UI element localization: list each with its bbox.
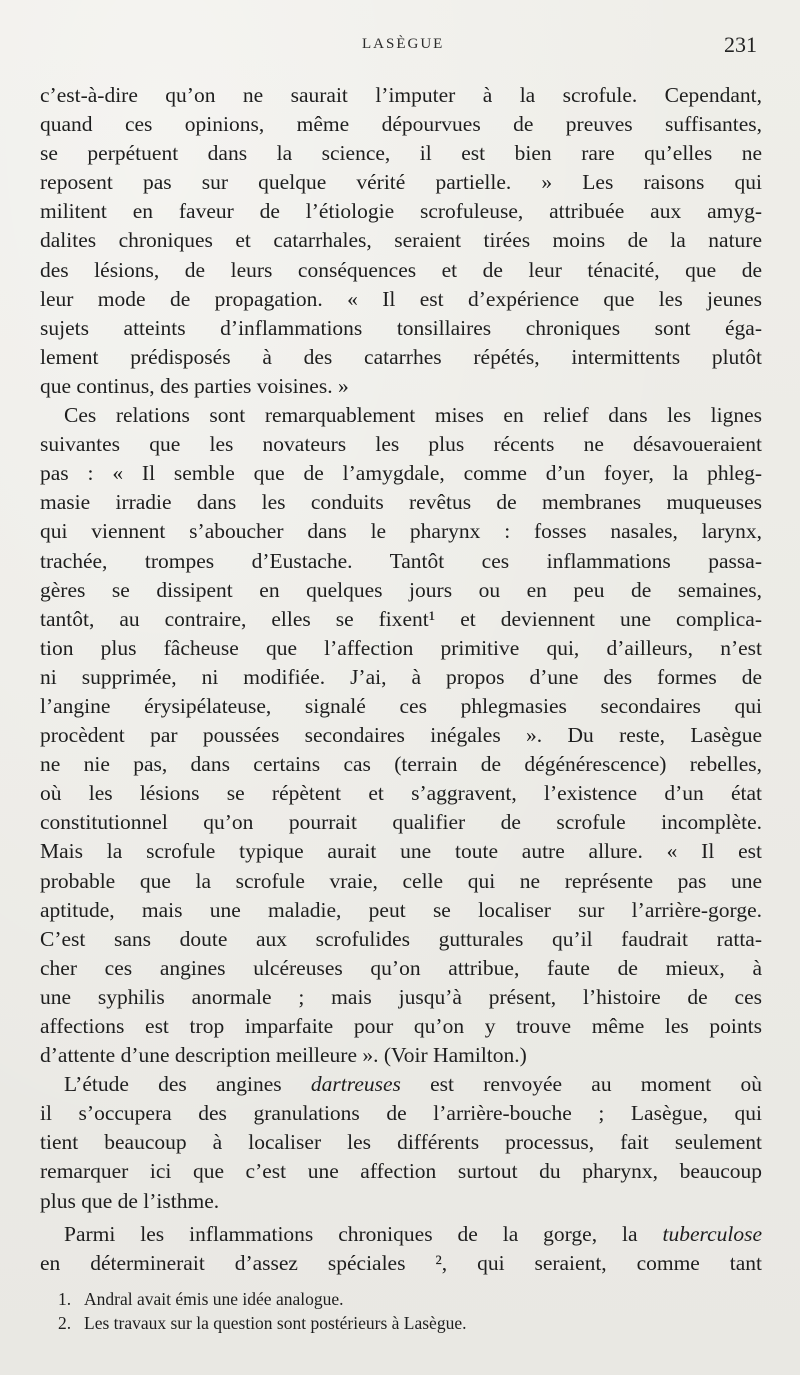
- text-line: cher ces angines ulcéreuses qu’on attribue, faute de mieux, à: [40, 955, 762, 980]
- text-line: gères se dissipent en quelques jours ou en peu de semaines,: [40, 577, 762, 602]
- emphasis: dartreuses: [310, 1072, 401, 1097]
- body-text: [40, 81, 762, 1278]
- text-run: Parmi les inflammations chroniques de la gorge, la: [64, 1221, 663, 1246]
- emphasis: tuberculose: [662, 1221, 762, 1246]
- text-line: [40, 1220, 762, 1249]
- footnote-text: Les travaux sur la question sont postérieurs à Lasègue.: [84, 1313, 467, 1333]
- text-line: masie irradie dans les conduits revêtus de membranes muqueuses: [40, 490, 762, 515]
- text-run: est renvoyée au moment où: [400, 1072, 762, 1097]
- text-line: l’angine érysipélateuse, signalé ces phlegmasies secondaires qui: [40, 693, 762, 718]
- text-line: ni supprimée, ni modifiée. J’ai, à propos d’une des formes de: [40, 664, 762, 689]
- text-line: lement prédisposés à des catarrhes répétés, intermittents plutôt: [40, 344, 762, 369]
- footnote-text: Andral avait émis une idée analogue.: [84, 1289, 344, 1309]
- text-line: des lésions, de leurs conséquences et de leur ténacité, que de: [40, 257, 762, 282]
- text-line: C’est sans doute aux scrofulides gutturales qu’il faudrait ratta-: [40, 926, 762, 951]
- footnote: [58, 1311, 758, 1335]
- text-line: c’est-à-dire qu’on ne saurait l’imputer à la scrofule. Cependant,: [40, 83, 762, 107]
- text-line: où les lésions se répètent et s’aggravent, l’existence d’un état: [40, 781, 762, 806]
- text-line: qui viennent s’aboucher dans le pharynx : fosses nasales, larynx,: [40, 519, 762, 544]
- text-line: tantôt, au contraire, elles se fixent¹ et deviennent une complica-: [40, 606, 762, 631]
- text-line: tient beaucoup à localiser les différents processus, fait seulement: [40, 1130, 762, 1155]
- running-header: [0, 32, 800, 57]
- text-line: affections est trop imparfaite pour qu’on y trouve même les points: [40, 1014, 762, 1038]
- running-title: LASÈGUE: [362, 36, 445, 52]
- text-line: constitutionnel qu’on pourrait qualifier de scrofule incomplète.: [40, 810, 762, 835]
- text-line: trachée, trompes d’Eustache. Tantôt ces inflammations passa-: [40, 548, 762, 573]
- text-line: d’attente d’une description meilleure ». (Voir Hamilton.): [40, 1043, 527, 1068]
- text-line: se perpétuent dans la science, il est bien rare qu’elles ne: [40, 141, 762, 166]
- text-line: que continus, des parties voisines. »: [40, 373, 349, 398]
- text-line: reposent pas sur quelque vérité partielle. » Les raisons qui: [40, 170, 762, 195]
- text-line: [40, 1070, 762, 1099]
- text-line: remarquer ici que c’est une affection surtout du pharynx, beaucoup: [40, 1159, 762, 1184]
- text-line: ne nie pas, dans certains cas (terrain de dégénérescence) rebelles,: [40, 752, 762, 777]
- text-line: il s’occupera des granulations de l’arrière-bouche ; Lasègue, qui: [40, 1101, 762, 1126]
- text-line: dalites chroniques et catarrhales, seraient tirées moins de la nature: [40, 228, 762, 253]
- page-number: 231: [724, 32, 757, 57]
- footnotes: [58, 1287, 758, 1335]
- text-line: tion plus fâcheuse que l’affection primitive qui, d’ailleurs, n’est: [40, 635, 762, 660]
- footnote-number: 1.: [58, 1289, 72, 1309]
- text-line: Mais la scrofule typique aurait une toute autre allure. « Il est: [40, 839, 762, 864]
- text-line: sujets atteints d’inflammations tonsillaires chroniques sont éga-: [40, 315, 762, 340]
- text-line: aptitude, mais une maladie, peut se localiser sur l’arrière-gorge.: [40, 897, 762, 922]
- text-line: militent en faveur de l’étiologie scrofuleuse, attribuée aux amyg-: [40, 199, 762, 224]
- footnote: [58, 1287, 758, 1311]
- text-line: procèdent par poussées secondaires inégales ». Du reste, Lasègue: [40, 723, 762, 748]
- text-line: Ces relations sont remarquablement mises en relief dans les lignes: [64, 403, 762, 428]
- text-line: suivantes que les novateurs les plus récents ne désavoueraient: [40, 432, 762, 457]
- text-line: pas : « Il semble que de l’amygdale, comme d’un foyer, la phleg-: [40, 461, 762, 486]
- text-line: une syphilis anormale ; mais jusqu’à présent, l’histoire de ces: [40, 984, 762, 1009]
- text-line: quand ces opinions, même dépourvues de preuves suffisantes,: [40, 112, 762, 137]
- text-line: plus que de l’isthme.: [40, 1188, 220, 1213]
- footnote-number: 2.: [58, 1313, 72, 1333]
- text-run: L’étude des angines: [64, 1072, 311, 1097]
- text-line: probable que la scrofule vraie, celle qui ne représente pas une: [40, 868, 762, 893]
- text-line: en déterminerait d’assez spéciales ², qui seraient, comme tant: [40, 1250, 762, 1275]
- text-line: leur mode de propagation. « Il est d’expérience que les jeunes: [40, 286, 762, 311]
